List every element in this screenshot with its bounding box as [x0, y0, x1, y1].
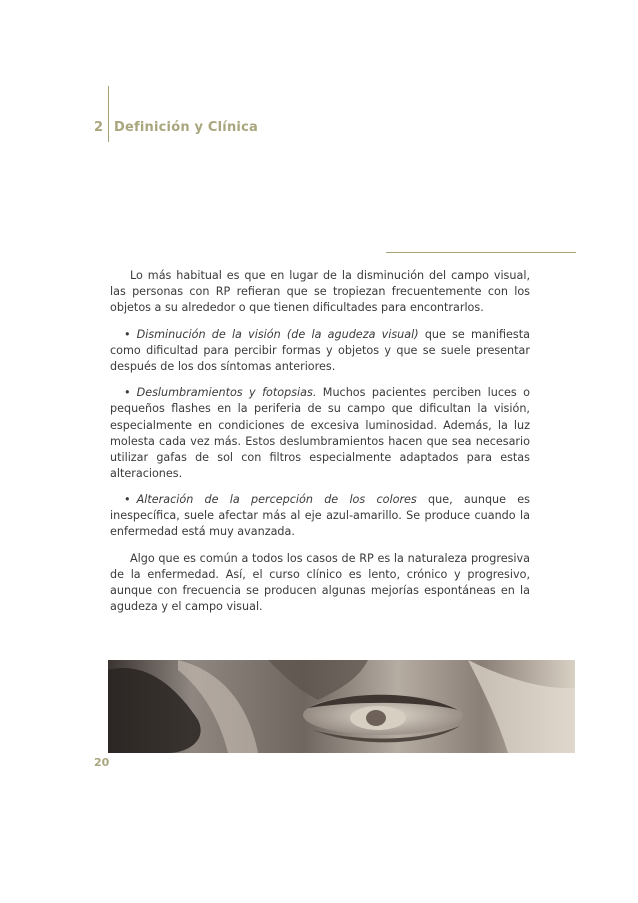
- bullet-term: Alteración de la percepción de los colores: [136, 493, 417, 507]
- bullet-icon: •: [124, 386, 131, 400]
- bullet-term: Deslumbramientos y fotopsias.: [136, 386, 317, 400]
- chapter-header: [94, 120, 258, 135]
- bullet-item-glare: [110, 385, 530, 482]
- section-accent-rule: [386, 252, 576, 253]
- bullet-text: que se manifiesta como dificultad para percibir formas y objetos y que se suele presentar después de los dos síntomas anteriores.: [110, 327, 530, 373]
- bullet-term: Disminución de la visión (de la agudeza visual): [136, 327, 419, 341]
- page-number: 20: [94, 756, 110, 769]
- chapter-title: Definición y Clínica: [114, 120, 258, 135]
- bullet-text: que, aunque es inespecífica, suele afectar más al eje azul-amarillo. Se produce cuando la enfermedad está muy avanzada.: [110, 493, 531, 539]
- bullet-item-vision: [110, 327, 530, 375]
- bullet-icon: •: [124, 493, 131, 507]
- chapter-number: 2: [94, 120, 104, 135]
- body-text: [110, 268, 530, 626]
- intro-paragraph: Lo más habitual es que en lugar de la disminución del campo visual, las personas con RP refieran que se tropiezan frecuentemente con los objetos a su alrededor o que tienen dificultades para encontrarlos.: [110, 269, 530, 315]
- bullet-icon: •: [124, 327, 131, 341]
- closing-paragraph: Algo que es común a todos los casos de RP es la naturaleza progresiva de la enfermedad. Así, el curso clínico es lento, crónico y progresivo, aunque con frecuencia se producen algunas mejorías espontáneas en la agudeza y el campo visual.: [110, 551, 530, 614]
- statue-eye-illustration: [108, 660, 575, 753]
- bullet-item-color: [110, 492, 530, 540]
- statue-eye-image: [108, 660, 575, 753]
- bullet-text: Muchos pacientes perciben luces o pequeños flashes en la periferia de su campo que dificultan la visión, especialmente en condiciones de excesiva luminosidad. Además, la luz molesta cada vez más. Estos deslumbramientos hacen que sea necesario utilizar gafas de sol con filtros especialmente adaptados para estas alteraciones.: [110, 386, 531, 480]
